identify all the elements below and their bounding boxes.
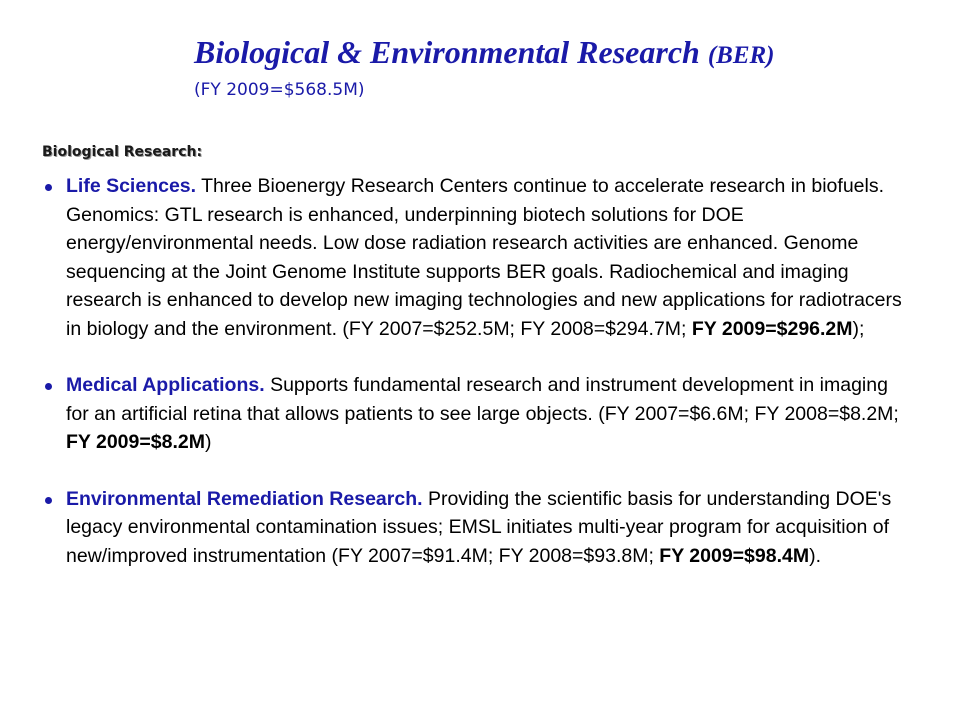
page-title — [194, 34, 775, 71]
bullet-fy2009: FY 2009=$8.2M — [66, 431, 205, 453]
bullet-tail: ). — [809, 544, 822, 567]
bullet-fy2009: FY 2009=$98.4M — [659, 544, 810, 567]
bullet-item-medical-applications — [42, 371, 921, 457]
bullet-tail: ); — [852, 317, 865, 340]
bullet-item-environmental-remediation — [42, 485, 902, 571]
bullet-fy2009: FY 2009=$296.2M — [691, 317, 853, 340]
bullet-tail: ) — [204, 431, 212, 453]
bullet-dot-icon — [45, 383, 52, 390]
bullet-lead: Life Sciences. — [66, 175, 197, 197]
bullet-text: Providing the scientific basis for understanding DOE's legacy environmental contamination issues; EMSL initiates multi-year program for acquisition of new/improved instrumentation (FY 2007=$91.4M; FY 2008=$93.8M; — [66, 487, 892, 567]
title-abbr: (BER) — [707, 42, 775, 69]
bullet-dot-icon — [45, 497, 52, 504]
bullet-list — [42, 172, 921, 598]
page-subtitle: (FY 2009=$568.5M) — [194, 80, 365, 100]
bullet-item-life-sciences — [42, 172, 902, 343]
section-heading: Biological Research: — [42, 144, 203, 160]
bullet-text: Three Bioenergy Research Centers continue to accelerate research in biofuels. Genomics: GTL research is enhanced, underpinning biotech solutions for DOE energy/environmental needs. Low dose radiation research activities are enhanced. Genome sequencing at the Joint Genome Institute supports BER goals. Radiochemical and imaging research is enhanced to develop new imaging technologies and new applications for radiotracers in biology and the environment. (FY 2007=$252.5M; FY 2008=$294.7M; — [66, 175, 902, 340]
bullet-lead: Environmental Remediation Research. — [66, 487, 423, 510]
bullet-text: Supports fundamental research and instrument development in imaging for an artificial retina that allows patients to see large objects. (FY 2007=$6.6M; FY 2008=$8.2M; — [66, 374, 921, 425]
bullet-lead: Medical Applications. — [66, 374, 265, 396]
bullet-dot-icon — [45, 184, 52, 191]
title-main: Biological & Environmental Research — [194, 34, 700, 70]
